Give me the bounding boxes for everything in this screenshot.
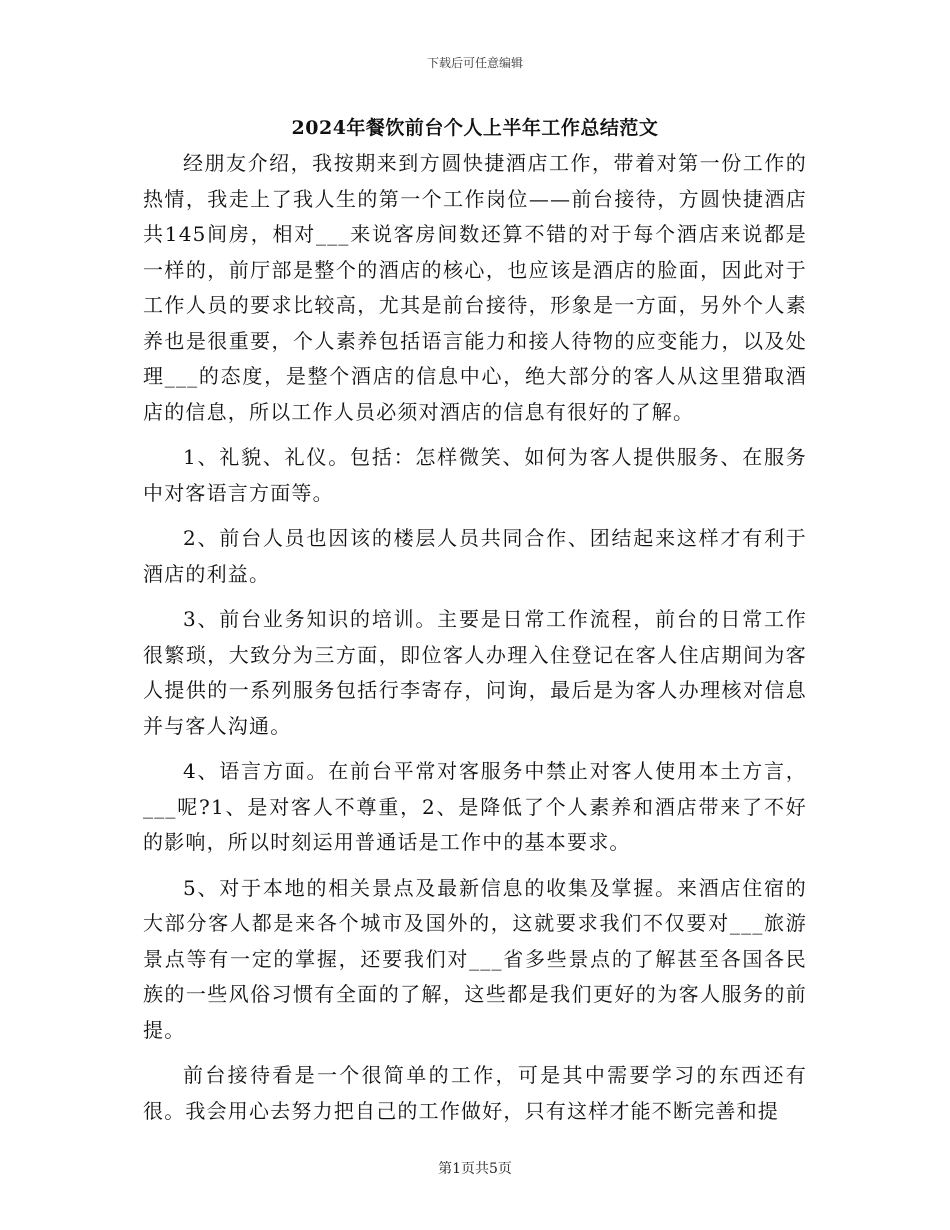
paragraph-item-1: 1、礼貌、礼仪。包括：怎样微笑、如何为客人提供服务、在服务中对客语言方面等。 — [143, 445, 807, 505]
paragraph-closing: 前台接待看是一个很简单的工作，可是其中需要学习的东西还有很。我会用心去努力把自己的工作做好，只有这样才能不断完善和提 — [143, 1063, 807, 1123]
page-number: 第1页共5页 — [438, 1161, 512, 1177]
header-note: 下载后可任意编辑 — [426, 56, 523, 70]
paragraph-item-5: 5、对于本地的相关景点及最新信息的收集及掌握。来酒店住宿的大部分客人都是来各个城市及国外的，这就要求我们不仅要对___旅游景点等有一定的掌握，还要我们对___省多些景点的了解甚至各国各民族的一些风俗习惯有全面的了解，这些都是我们更好的为客人服务的前提。 — [143, 875, 807, 1042]
paragraph-item-2: 2、前台人员也因该的楼层人员共同合作、团结起来这样才有利于酒店的利益。 — [143, 526, 807, 586]
document-title: 2024年餐饮前台个人上半年工作总结范文 — [291, 117, 659, 139]
paragraph-item-3: 3、前台业务知识的培训。主要是日常工作流程，前台的日常工作很繁琐，大致分为三方面，即位客人办理入住登记在客人住店期间为客人提供的一系列服务包括行李寄存，问询，最后是为客人办理核对信息并与客人沟通。 — [143, 607, 807, 738]
paragraph-item-4: 4、语言方面。在前台平常对客服务中禁止对客人使用本土方言，___呢?1、是对客人不尊重，2、是降低了个人素养和酒店带来了不好的影响，所以时刻运用普通话是工作中的基本要求。 — [143, 759, 807, 854]
paragraph-intro: 经朋友介绍，我按期来到方圆快捷酒店工作，带着对第一份工作的热情，我走上了我人生的第一个工作岗位——前台接待，方圆快捷酒店共145间房，相对___来说客房间数还算不错的对于每个酒店来说都是一样的，前厅部是整个的酒店的核心，也应该是酒店的脸面，因此对于工作人员的要求比较高，尤其是前台接待，形象是一方面，另外个人素养也是很重要，个人素养包括语言能力和接人待物的应变能力，以及处理___的态度，是整个酒店的信息中心，绝大部分的客人从这里猎取酒店的信息，所以工作人员必须对酒店的信息有很好的了解。 — [143, 151, 807, 424]
document-body — [143, 146, 807, 1139]
